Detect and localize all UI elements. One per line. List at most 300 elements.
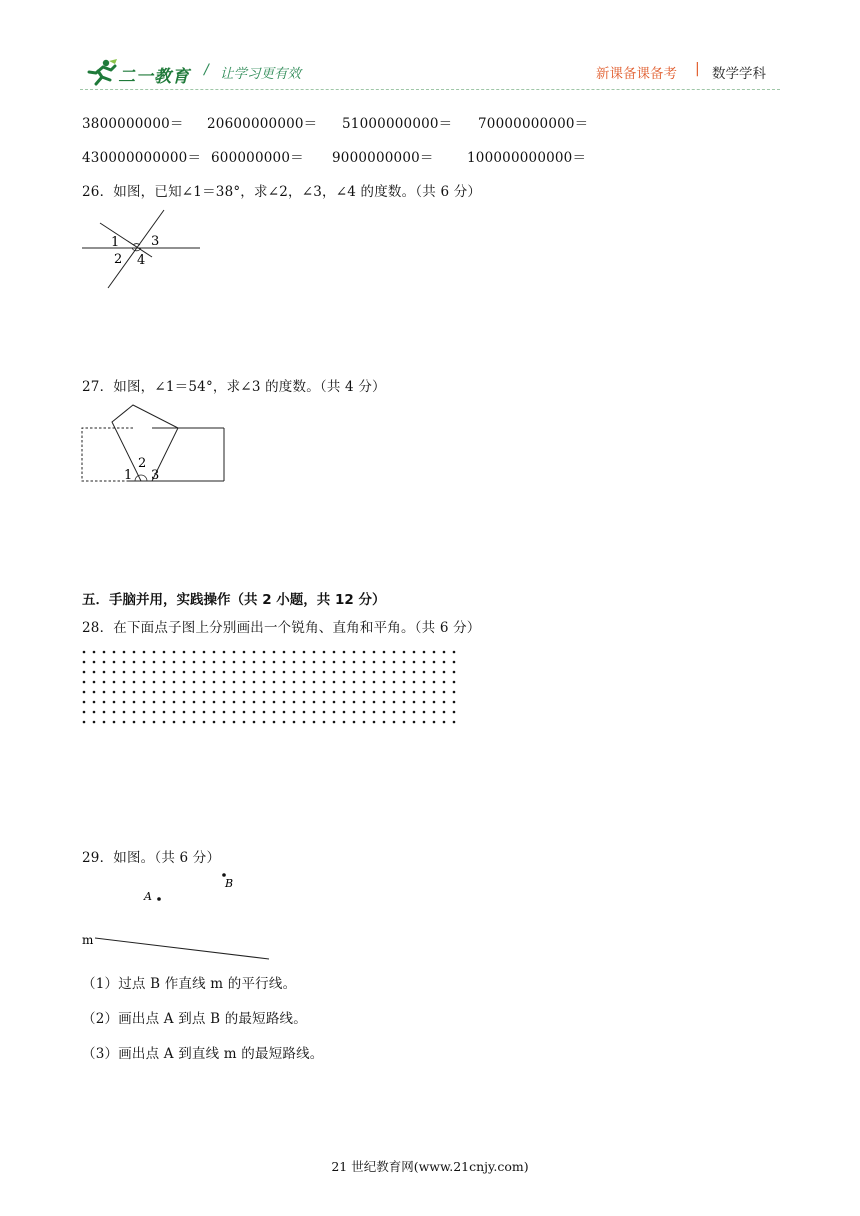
grid-dot — [323, 671, 326, 674]
section-5-title: 五．手脑并用，实践操作（共 2 小题，共 12 分） — [82, 592, 386, 608]
grid-dot — [243, 711, 246, 714]
grid-dot — [233, 701, 236, 704]
grid-dot — [103, 681, 106, 684]
grid-dot — [443, 701, 446, 704]
grid-dot — [413, 711, 416, 714]
conversion-item: 51000000000＝ — [342, 116, 453, 132]
grid-dot — [303, 711, 306, 714]
grid-dot — [263, 661, 266, 664]
grid-dot — [453, 651, 456, 654]
conversion-item: 20600000000＝ — [207, 116, 318, 132]
grid-dot — [393, 661, 396, 664]
grid-dot — [333, 691, 336, 694]
grid-dot — [343, 671, 346, 674]
grid-dot — [273, 721, 276, 724]
grid-dot — [303, 701, 306, 704]
grid-dot — [243, 651, 246, 654]
grid-dot — [153, 671, 156, 674]
header-slash: / — [204, 62, 209, 78]
grid-dot — [403, 721, 406, 724]
grid-dot — [213, 691, 216, 694]
line-m-label: m — [82, 933, 94, 947]
grid-dot — [333, 711, 336, 714]
grid-dot — [403, 661, 406, 664]
grid-dot — [233, 671, 236, 674]
grid-dot — [383, 661, 386, 664]
grid-dot — [173, 671, 176, 674]
grid-dot — [133, 651, 136, 654]
grid-dot — [123, 671, 126, 674]
grid-dot — [293, 671, 296, 674]
grid-dot — [103, 701, 106, 704]
grid-dot — [183, 711, 186, 714]
grid-dot — [113, 691, 116, 694]
grid-dot — [143, 651, 146, 654]
point-a-label: A — [144, 890, 152, 903]
grid-dot — [133, 661, 136, 664]
grid-dot — [183, 701, 186, 704]
grid-dot — [173, 651, 176, 654]
grid-dot — [183, 651, 186, 654]
grid-dot — [273, 661, 276, 664]
grid-dot — [93, 681, 96, 684]
grid-dot — [333, 721, 336, 724]
grid-dot — [373, 691, 376, 694]
grid-dot — [413, 681, 416, 684]
header-separator: | — [695, 61, 700, 77]
grid-dot — [293, 681, 296, 684]
grid-dot — [453, 681, 456, 684]
grid-dot — [443, 691, 446, 694]
grid-dot — [423, 711, 426, 714]
grid-dot — [153, 681, 156, 684]
grid-dot — [203, 661, 206, 664]
grid-dot — [83, 681, 86, 684]
grid-dot — [283, 711, 286, 714]
question-29-sub-1: （1）过点 B 作直线 m 的平行线。 — [82, 976, 297, 992]
line-m — [95, 938, 269, 959]
grid-dot — [133, 701, 136, 704]
grid-dot — [253, 671, 256, 674]
grid-dot — [333, 661, 336, 664]
grid-dot — [403, 671, 406, 674]
angle-label-4: 4 — [137, 253, 146, 268]
header-divider — [80, 89, 780, 90]
grid-dot — [213, 681, 216, 684]
grid-dot — [233, 681, 236, 684]
footer-text: 21 世纪教育网(www.21cnjy.com) — [331, 1159, 529, 1174]
grid-dot — [83, 661, 86, 664]
grid-dot — [213, 701, 216, 704]
grid-dot — [313, 651, 316, 654]
grid-dot — [273, 651, 276, 654]
grid-dot — [193, 651, 196, 654]
grid-dot — [153, 721, 156, 724]
conversion-item: 9000000000＝ — [332, 150, 434, 166]
grid-dot — [203, 651, 206, 654]
grid-dot — [423, 681, 426, 684]
grid-dot — [433, 721, 436, 724]
grid-dot — [453, 691, 456, 694]
grid-dot — [323, 661, 326, 664]
grid-dot — [233, 711, 236, 714]
grid-dot — [233, 721, 236, 724]
grid-dot — [233, 661, 236, 664]
grid-dot — [363, 711, 366, 714]
grid-dot — [403, 691, 406, 694]
grid-dot — [333, 671, 336, 674]
grid-dot — [433, 711, 436, 714]
grid-dot — [143, 681, 146, 684]
grid-dot — [143, 711, 146, 714]
grid-dot — [173, 661, 176, 664]
grid-dot — [113, 711, 116, 714]
grid-dot — [303, 691, 306, 694]
grid-dot — [393, 651, 396, 654]
grid-dot — [433, 701, 436, 704]
grid-dot — [403, 701, 406, 704]
grid-dot — [123, 661, 126, 664]
grid-dot — [173, 701, 176, 704]
grid-dot — [373, 721, 376, 724]
grid-dot — [113, 701, 116, 704]
grid-dot — [383, 691, 386, 694]
question-29-sub-2: （2）画出点 A 到点 B 的最短路线。 — [82, 1011, 307, 1027]
grid-dot — [173, 721, 176, 724]
grid-dot — [83, 691, 86, 694]
grid-dot — [163, 661, 166, 664]
grid-dot — [373, 711, 376, 714]
grid-dot — [153, 691, 156, 694]
angle-label-1: 1 — [124, 468, 133, 483]
grid-dot — [273, 671, 276, 674]
grid-dot — [293, 721, 296, 724]
grid-dot — [223, 691, 226, 694]
header-slogan: 让学习更有效 — [220, 66, 301, 82]
grid-dot — [293, 691, 296, 694]
grid-dot — [303, 661, 306, 664]
grid-dot — [133, 721, 136, 724]
grid-dot — [413, 661, 416, 664]
grid-dot — [213, 721, 216, 724]
grid-dot — [223, 711, 226, 714]
grid-dot — [173, 711, 176, 714]
grid-dot — [123, 651, 126, 654]
grid-dot — [393, 711, 396, 714]
grid-dot — [273, 701, 276, 704]
conversion-item: 3800000000＝ — [82, 116, 184, 132]
q29-figure — [78, 866, 278, 966]
grid-dot — [263, 711, 266, 714]
grid-dot — [253, 661, 256, 664]
grid-dot — [223, 651, 226, 654]
grid-dot — [83, 671, 86, 674]
grid-dot — [173, 691, 176, 694]
grid-dot — [393, 671, 396, 674]
grid-dot — [163, 651, 166, 654]
grid-dot — [283, 651, 286, 654]
grid-dot — [343, 711, 346, 714]
grid-dot — [193, 701, 196, 704]
grid-dot — [323, 711, 326, 714]
grid-dot — [453, 711, 456, 714]
question-29: 29．如图。（共 6 分） — [82, 850, 221, 866]
grid-dot — [293, 651, 296, 654]
grid-dot — [453, 671, 456, 674]
grid-dot — [203, 691, 206, 694]
grid-dot — [203, 701, 206, 704]
grid-dot — [233, 651, 236, 654]
conversion-item: 600000000＝ — [211, 150, 304, 166]
grid-dot — [193, 691, 196, 694]
angle-label-3: 3 — [151, 234, 160, 249]
grid-dot — [163, 671, 166, 674]
grid-dot — [133, 671, 136, 674]
grid-dot — [453, 721, 456, 724]
grid-dot — [143, 661, 146, 664]
grid-dot — [363, 721, 366, 724]
grid-dot — [413, 671, 416, 674]
grid-dot — [383, 701, 386, 704]
grid-dot — [313, 691, 316, 694]
grid-dot — [223, 721, 226, 724]
grid-dot — [413, 651, 416, 654]
grid-dot — [103, 691, 106, 694]
grid-dot — [283, 661, 286, 664]
grid-dot — [263, 721, 266, 724]
grid-dot — [403, 681, 406, 684]
grid-dot — [343, 661, 346, 664]
grid-dot — [213, 661, 216, 664]
angle-label-1: 1 — [111, 235, 120, 250]
grid-dot — [163, 691, 166, 694]
grid-dot — [353, 651, 356, 654]
grid-dot — [453, 701, 456, 704]
grid-dot — [253, 711, 256, 714]
question-27: 27．如图，∠1＝54°，求∠3 的度数。（共 4 分） — [82, 379, 386, 395]
grid-dot — [93, 651, 96, 654]
grid-dot — [243, 691, 246, 694]
grid-dot — [203, 711, 206, 714]
grid-dot — [123, 681, 126, 684]
grid-dot — [443, 711, 446, 714]
grid-dot — [393, 701, 396, 704]
grid-dot — [173, 681, 176, 684]
grid-dot — [213, 671, 216, 674]
grid-dot — [293, 661, 296, 664]
grid-dot — [423, 721, 426, 724]
grid-dot — [353, 661, 356, 664]
grid-dot — [443, 651, 446, 654]
grid-dot — [283, 701, 286, 704]
grid-dot — [183, 671, 186, 674]
question-28: 28．在下面点子图上分别画出一个锐角、直角和平角。（共 6 分） — [82, 620, 481, 636]
grid-dot — [163, 681, 166, 684]
grid-dot — [163, 721, 166, 724]
dot-grid[interactable] — [78, 647, 462, 727]
grid-dot — [113, 721, 116, 724]
grid-dot — [433, 681, 436, 684]
grid-dot — [103, 661, 106, 664]
grid-dot — [133, 711, 136, 714]
grid-dot — [353, 691, 356, 694]
grid-dot — [363, 651, 366, 654]
grid-dot — [343, 701, 346, 704]
grid-dot — [93, 721, 96, 724]
grid-dot — [283, 721, 286, 724]
grid-dot — [423, 671, 426, 674]
grid-dot — [313, 681, 316, 684]
grid-dot — [443, 661, 446, 664]
conversion-item: 70000000000＝ — [478, 116, 589, 132]
grid-dot — [243, 681, 246, 684]
grid-dot — [353, 681, 356, 684]
grid-dot — [363, 701, 366, 704]
header-subject: 数学学科 — [712, 66, 766, 82]
grid-dot — [383, 651, 386, 654]
grid-dot — [123, 701, 126, 704]
grid-dot — [413, 701, 416, 704]
grid-dot — [183, 721, 186, 724]
grid-dot — [193, 711, 196, 714]
grid-dot — [153, 661, 156, 664]
grid-dot — [113, 661, 116, 664]
header-right-label: 新课备课备考 — [596, 66, 677, 82]
grid-dot — [453, 661, 456, 664]
grid-dot — [383, 711, 386, 714]
grid-dot — [353, 671, 356, 674]
grid-dot — [433, 651, 436, 654]
grid-dot — [83, 711, 86, 714]
grid-dot — [283, 691, 286, 694]
grid-dot — [363, 681, 366, 684]
grid-dot — [103, 721, 106, 724]
grid-dot — [253, 721, 256, 724]
grid-dot — [323, 681, 326, 684]
grid-dot — [403, 711, 406, 714]
grid-dot — [343, 681, 346, 684]
grid-dot — [93, 701, 96, 704]
grid-dot — [163, 711, 166, 714]
grid-dot — [353, 711, 356, 714]
grid-dot — [303, 721, 306, 724]
grid-dot — [213, 711, 216, 714]
grid-dot — [313, 661, 316, 664]
grid-dot — [353, 721, 356, 724]
grid-dot — [343, 691, 346, 694]
grid-dot — [183, 691, 186, 694]
grid-dot — [383, 671, 386, 674]
grid-dot — [113, 671, 116, 674]
grid-dot — [323, 651, 326, 654]
grid-dot — [233, 691, 236, 694]
grid-dot — [333, 651, 336, 654]
grid-dot — [423, 661, 426, 664]
q26-intersecting-lines-figure — [80, 205, 205, 290]
grid-dot — [203, 721, 206, 724]
grid-dot — [253, 681, 256, 684]
grid-dot — [123, 721, 126, 724]
grid-dot — [393, 681, 396, 684]
grid-dot — [93, 711, 96, 714]
grid-dot — [363, 661, 366, 664]
grid-dot — [243, 671, 246, 674]
grid-dot — [303, 671, 306, 674]
grid-dot — [83, 651, 86, 654]
grid-dot — [133, 691, 136, 694]
grid-dot — [153, 701, 156, 704]
grid-dot — [273, 711, 276, 714]
grid-dot — [193, 661, 196, 664]
grid-dot — [163, 701, 166, 704]
grid-dot — [273, 691, 276, 694]
grid-dot — [83, 721, 86, 724]
grid-dot — [433, 671, 436, 674]
grid-dot — [253, 701, 256, 704]
grid-dot — [443, 681, 446, 684]
grid-dot — [443, 721, 446, 724]
grid-dot — [133, 681, 136, 684]
grid-dot — [433, 691, 436, 694]
grid-dot — [263, 691, 266, 694]
grid-dot — [323, 721, 326, 724]
grid-dot — [153, 711, 156, 714]
grid-dot — [203, 671, 206, 674]
header — [0, 0, 860, 95]
grid-dot — [423, 701, 426, 704]
grid-dot — [313, 721, 316, 724]
grid-dot — [93, 671, 96, 674]
conversion-item: 100000000000＝ — [467, 150, 587, 166]
grid-dot — [223, 661, 226, 664]
grid-dot — [303, 681, 306, 684]
grid-dot — [273, 681, 276, 684]
grid-dot — [343, 651, 346, 654]
grid-dot — [263, 701, 266, 704]
grid-dot — [103, 651, 106, 654]
question-29-sub-3: （3）画出点 A 到直线 m 的最短路线。 — [82, 1046, 324, 1062]
grid-dot — [293, 711, 296, 714]
grid-dot — [333, 681, 336, 684]
logo-runner-icon — [84, 58, 118, 86]
grid-dot — [113, 681, 116, 684]
grid-dot — [303, 651, 306, 654]
point-b-label: B — [225, 877, 234, 890]
grid-dot — [353, 701, 356, 704]
grid-dot — [363, 691, 366, 694]
grid-dot — [323, 701, 326, 704]
grid-dot — [443, 671, 446, 674]
point-a-dot — [157, 897, 161, 901]
grid-dot — [373, 671, 376, 674]
grid-dot — [423, 691, 426, 694]
grid-dot — [123, 711, 126, 714]
grid-dot — [123, 691, 126, 694]
grid-dot — [243, 721, 246, 724]
angle-label-2: 2 — [114, 252, 123, 267]
grid-dot — [143, 691, 146, 694]
grid-dot — [113, 651, 116, 654]
grid-dot — [253, 691, 256, 694]
grid-dot — [223, 681, 226, 684]
grid-dot — [243, 661, 246, 664]
grid-dot — [423, 651, 426, 654]
grid-dot — [313, 711, 316, 714]
grid-dot — [223, 671, 226, 674]
grid-dot — [103, 711, 106, 714]
logo-text: 二一教育 — [118, 67, 190, 87]
grid-dot — [413, 691, 416, 694]
